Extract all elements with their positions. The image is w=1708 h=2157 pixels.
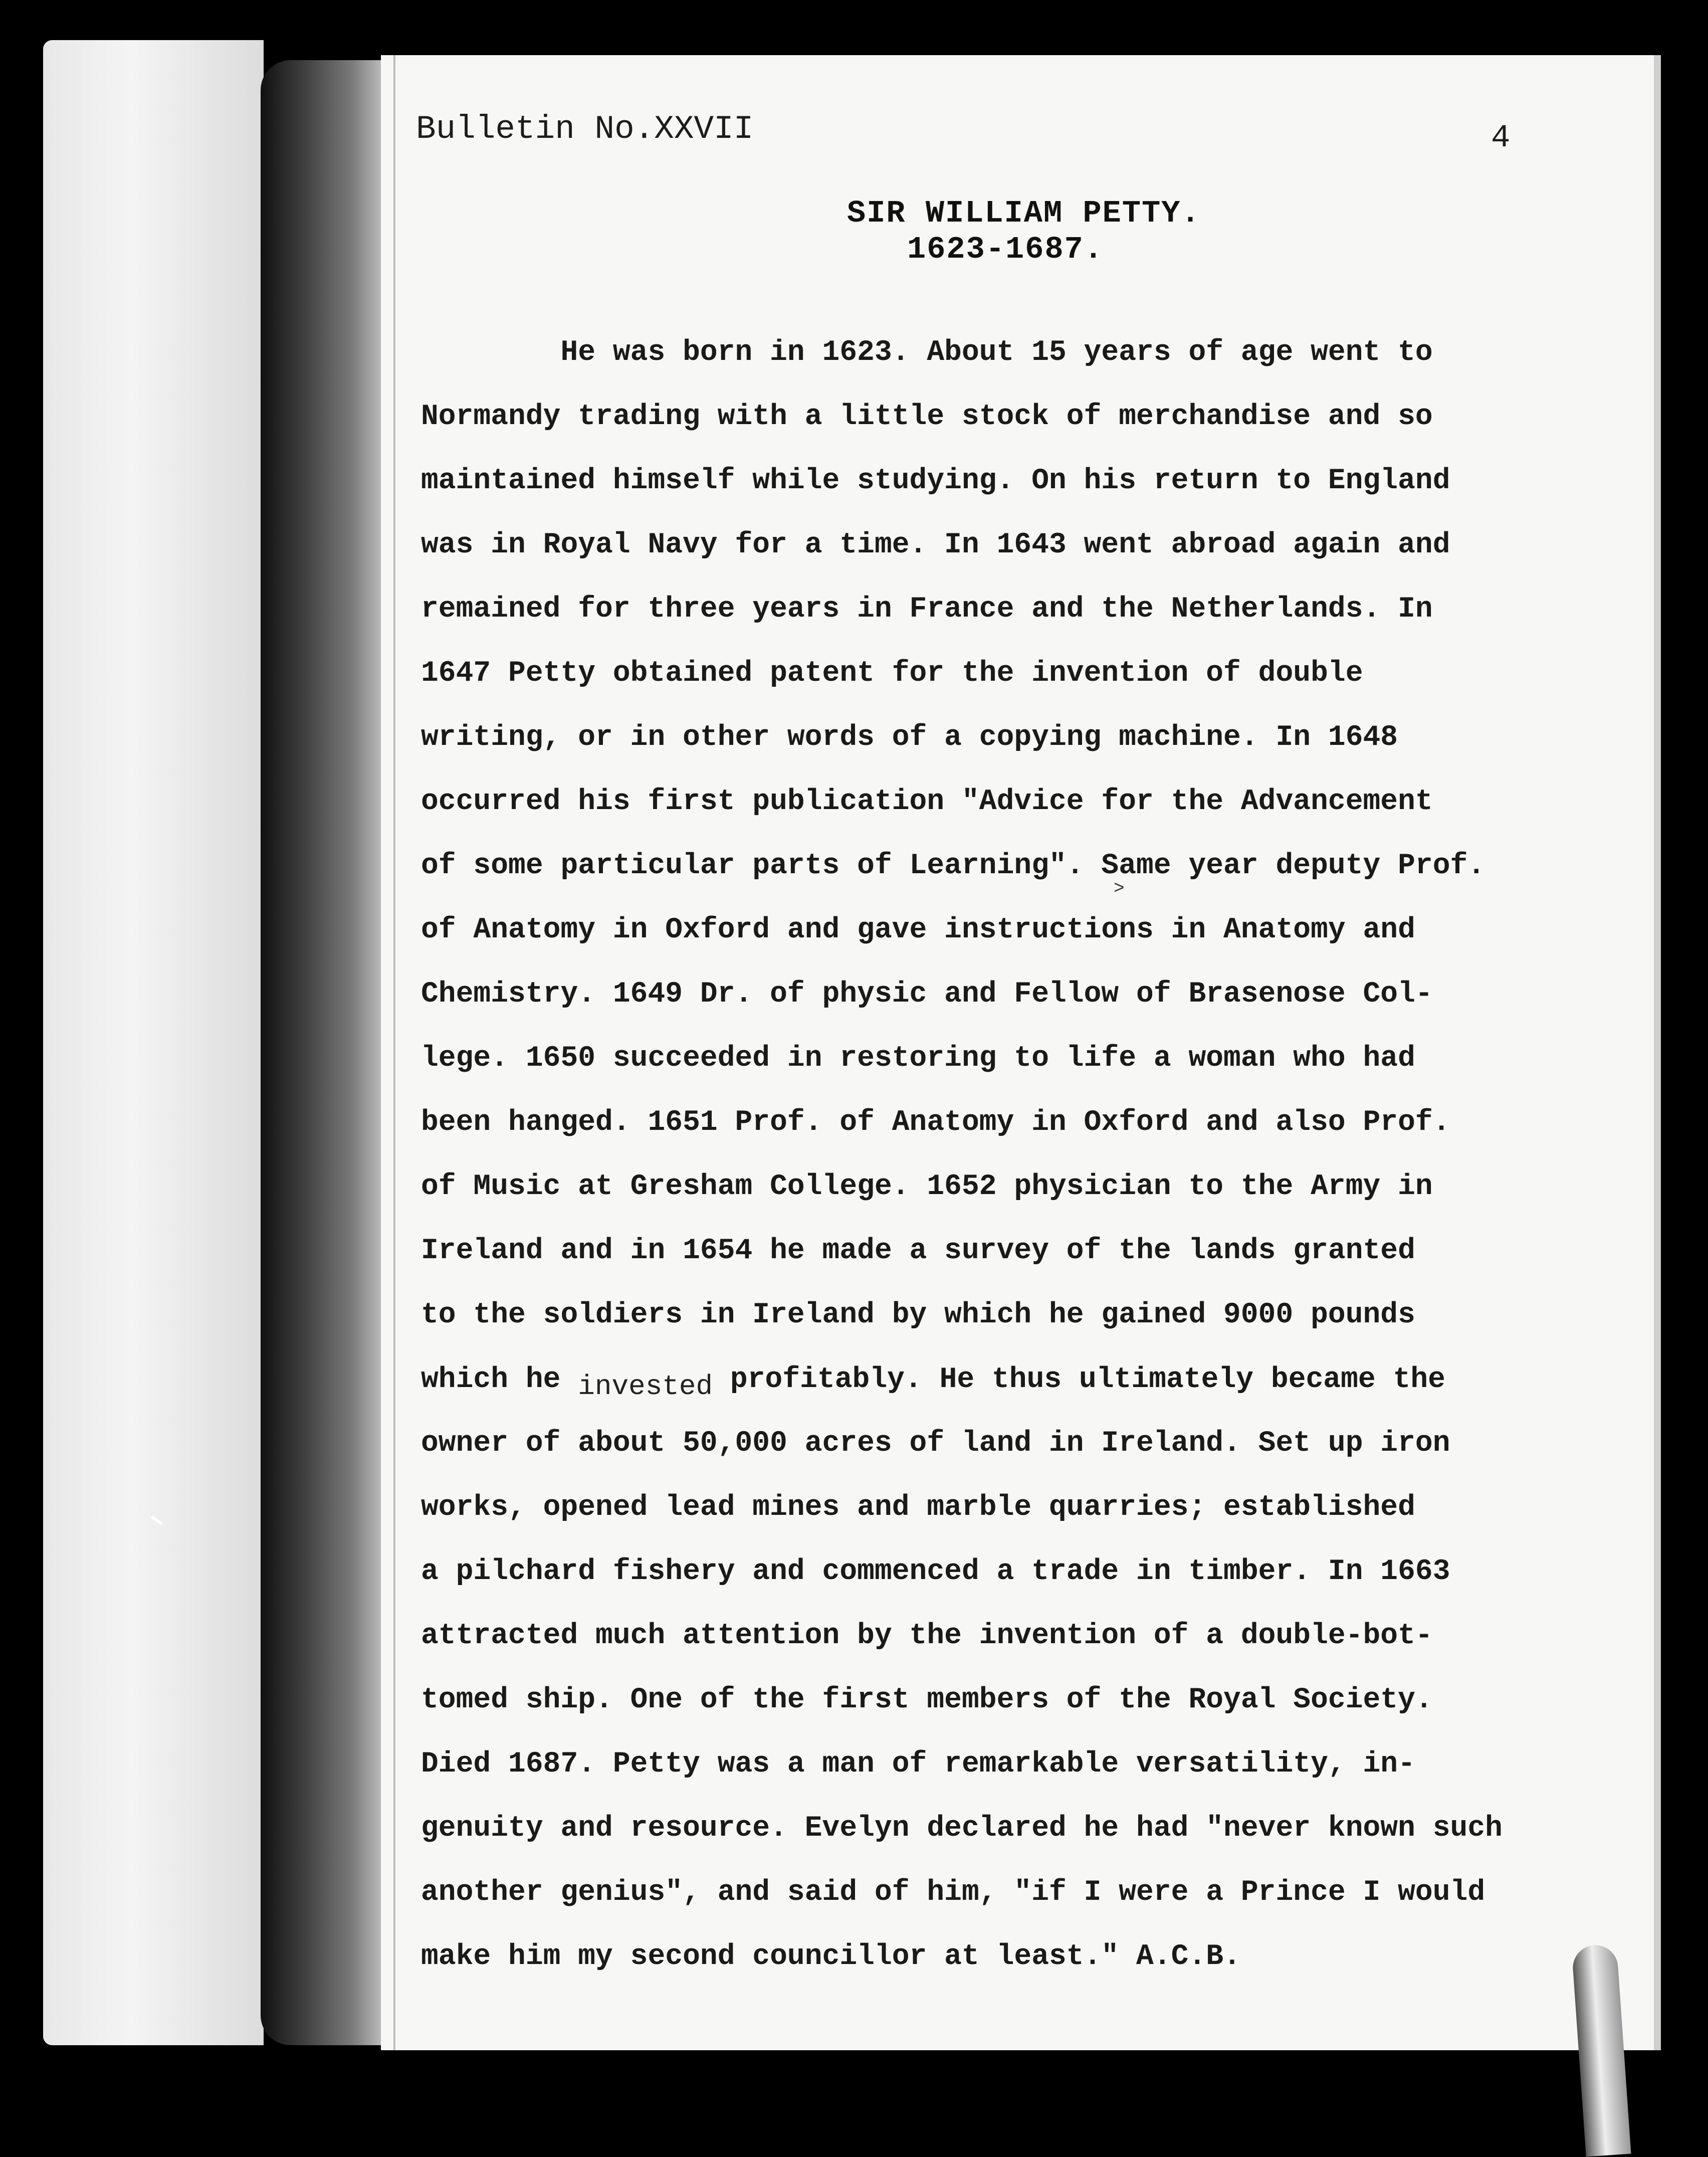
caret-mark: >: [1114, 878, 1125, 899]
body-line-end: profitably. He thus ultimately became the: [713, 1363, 1445, 1396]
handwritten-insertion: invested: [578, 1370, 713, 1403]
body-line: to the soldiers in Ireland by which he gained 9000 pounds: [421, 1299, 1415, 1331]
body-line: works, opened lead mines and marble quarries; established: [421, 1491, 1415, 1524]
body-line: been hanged. 1651 Prof. of Anatomy in Oxford and also Prof.: [421, 1106, 1450, 1139]
body-line: another genius", and said of him, "if I were a Prince I would: [421, 1876, 1485, 1909]
body-line: Chemistry. 1649 Dr. of physic and Fellow of Brasenose Col-: [421, 978, 1433, 1011]
body-line: of some particular parts of Learning". Same year deputy Prof.: [421, 850, 1485, 882]
body-line: was in Royal Navy for a time. In 1643 went abroad again and: [421, 529, 1450, 561]
body-line-with-insertion: [421, 1347, 1594, 1412]
body-line: Died 1687. Petty was a man of remarkable versatility, in-: [421, 1748, 1415, 1781]
article-dates: 1623-1687.: [907, 232, 1104, 267]
margin-rule: [393, 55, 395, 2050]
body-line: tomed ship. One of the first members of the Royal Society.: [421, 1684, 1433, 1716]
left-facing-page: [43, 40, 264, 2045]
body-line: 1647 Petty obtained patent for the invention of double: [421, 657, 1363, 690]
article-body: [421, 321, 1594, 1989]
body-line: writing, or in other words of a copying machine. In 1648: [421, 721, 1398, 754]
body-line: of Anatomy in Oxford and gave instructions in Anatomy and: [421, 914, 1415, 946]
body-line: a pilchard fishery and commenced a trade in timber. In 1663: [421, 1555, 1450, 1588]
body-line: remained for three years in France and the Netherlands. In: [421, 593, 1433, 626]
body-line: Normandy trading with a little stock of merchandise and so: [421, 401, 1433, 433]
bulletin-header: Bulletin No.XXVII: [416, 110, 754, 148]
body-line: genuity and resource. Evelyn declared he had "never known such: [421, 1812, 1503, 1845]
body-line: Ireland and in 1654 he made a survey of the lands granted: [421, 1235, 1415, 1267]
body-line: of Music at Gresham College. 1652 physician to the Army in: [421, 1170, 1433, 1203]
body-line: maintained himself while studying. On his return to England: [421, 465, 1450, 497]
article-title: SIR WILLIAM PETTY.: [847, 195, 1201, 231]
body-line-start: which he: [421, 1363, 578, 1396]
body-line: attracted much attention by the invention of a double-bot-: [421, 1620, 1433, 1652]
body-line: make him my second councillor at least." A.C.B.: [421, 1940, 1241, 1973]
body-line: owner of about 50,000 acres of land in Ireland. Set up iron: [421, 1427, 1450, 1460]
body-line: He was born in 1623. About 15 years of age went to: [421, 336, 1433, 369]
page-number: 4: [1491, 120, 1511, 156]
binding-shadow: [261, 60, 391, 2045]
body-line: occurred his first publication "Advice for the Advancement: [421, 786, 1433, 818]
body-line: lege. 1650 succeeded in restoring to life a woman who had: [421, 1042, 1415, 1075]
